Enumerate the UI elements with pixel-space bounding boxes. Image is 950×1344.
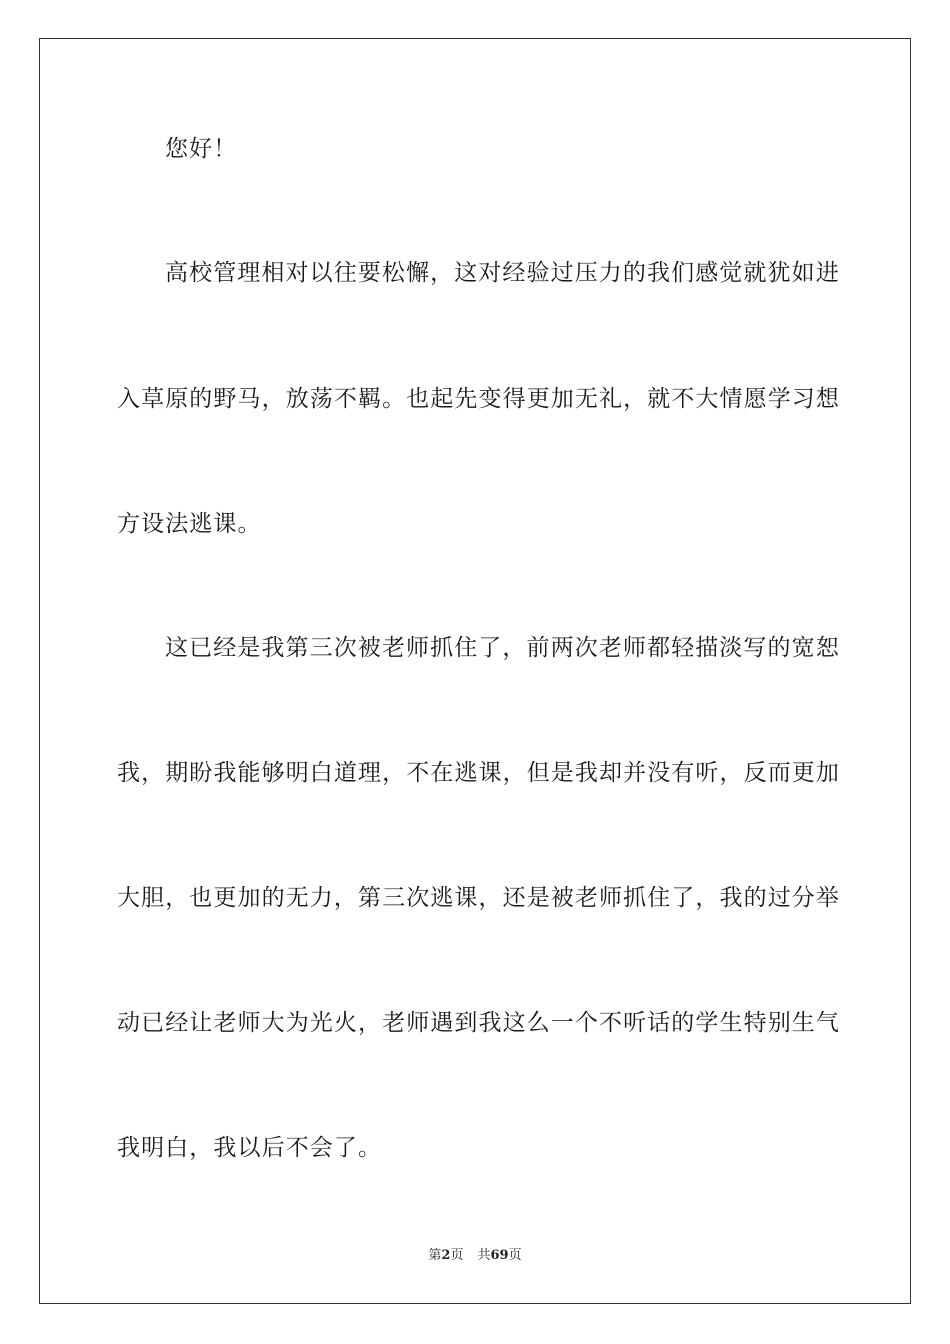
paragraph-1-line-3: 方设法逃课。: [117, 511, 262, 537]
greeting: 您好！: [165, 136, 238, 162]
footer-page-number: 2: [441, 1248, 451, 1263]
paragraph-2-line-1: 这已经是我第三次被老师抓住了，前两次老师都轻描淡写的宽恕: [165, 635, 840, 661]
paragraph-2-line-2: 我，期盼我能够明白道理，不在逃课，但是我却并没有听，反而更加: [117, 760, 840, 786]
footer-page-suffix: 页: [450, 1248, 464, 1263]
paragraph-2-line-3: 大胆，也更加的无力，第三次逃课，还是被老师抓住了，我的过分举: [117, 885, 840, 911]
page-frame: [39, 38, 911, 1304]
footer-total-prefix: 共: [477, 1248, 491, 1263]
paragraph-1-line-2: 入草原的野马，放荡不羁。也起先变得更加无礼，就不大情愿学习想: [117, 386, 840, 412]
footer-page-prefix: 第: [428, 1248, 442, 1263]
page-footer: [0, 1247, 950, 1265]
paragraph-2-line-4: 动已经让老师大为光火，老师遇到我这么一个不听话的学生特别生气: [117, 1010, 840, 1036]
footer-total-suffix: 页: [508, 1248, 522, 1263]
paragraph-1-line-1: 高校管理相对以往要松懈，这对经验过压力的我们感觉就犹如进: [165, 260, 840, 286]
paragraph-2-line-5: 我明白，我以后不会了。: [117, 1135, 383, 1161]
footer-total-pages: 69: [490, 1248, 509, 1263]
